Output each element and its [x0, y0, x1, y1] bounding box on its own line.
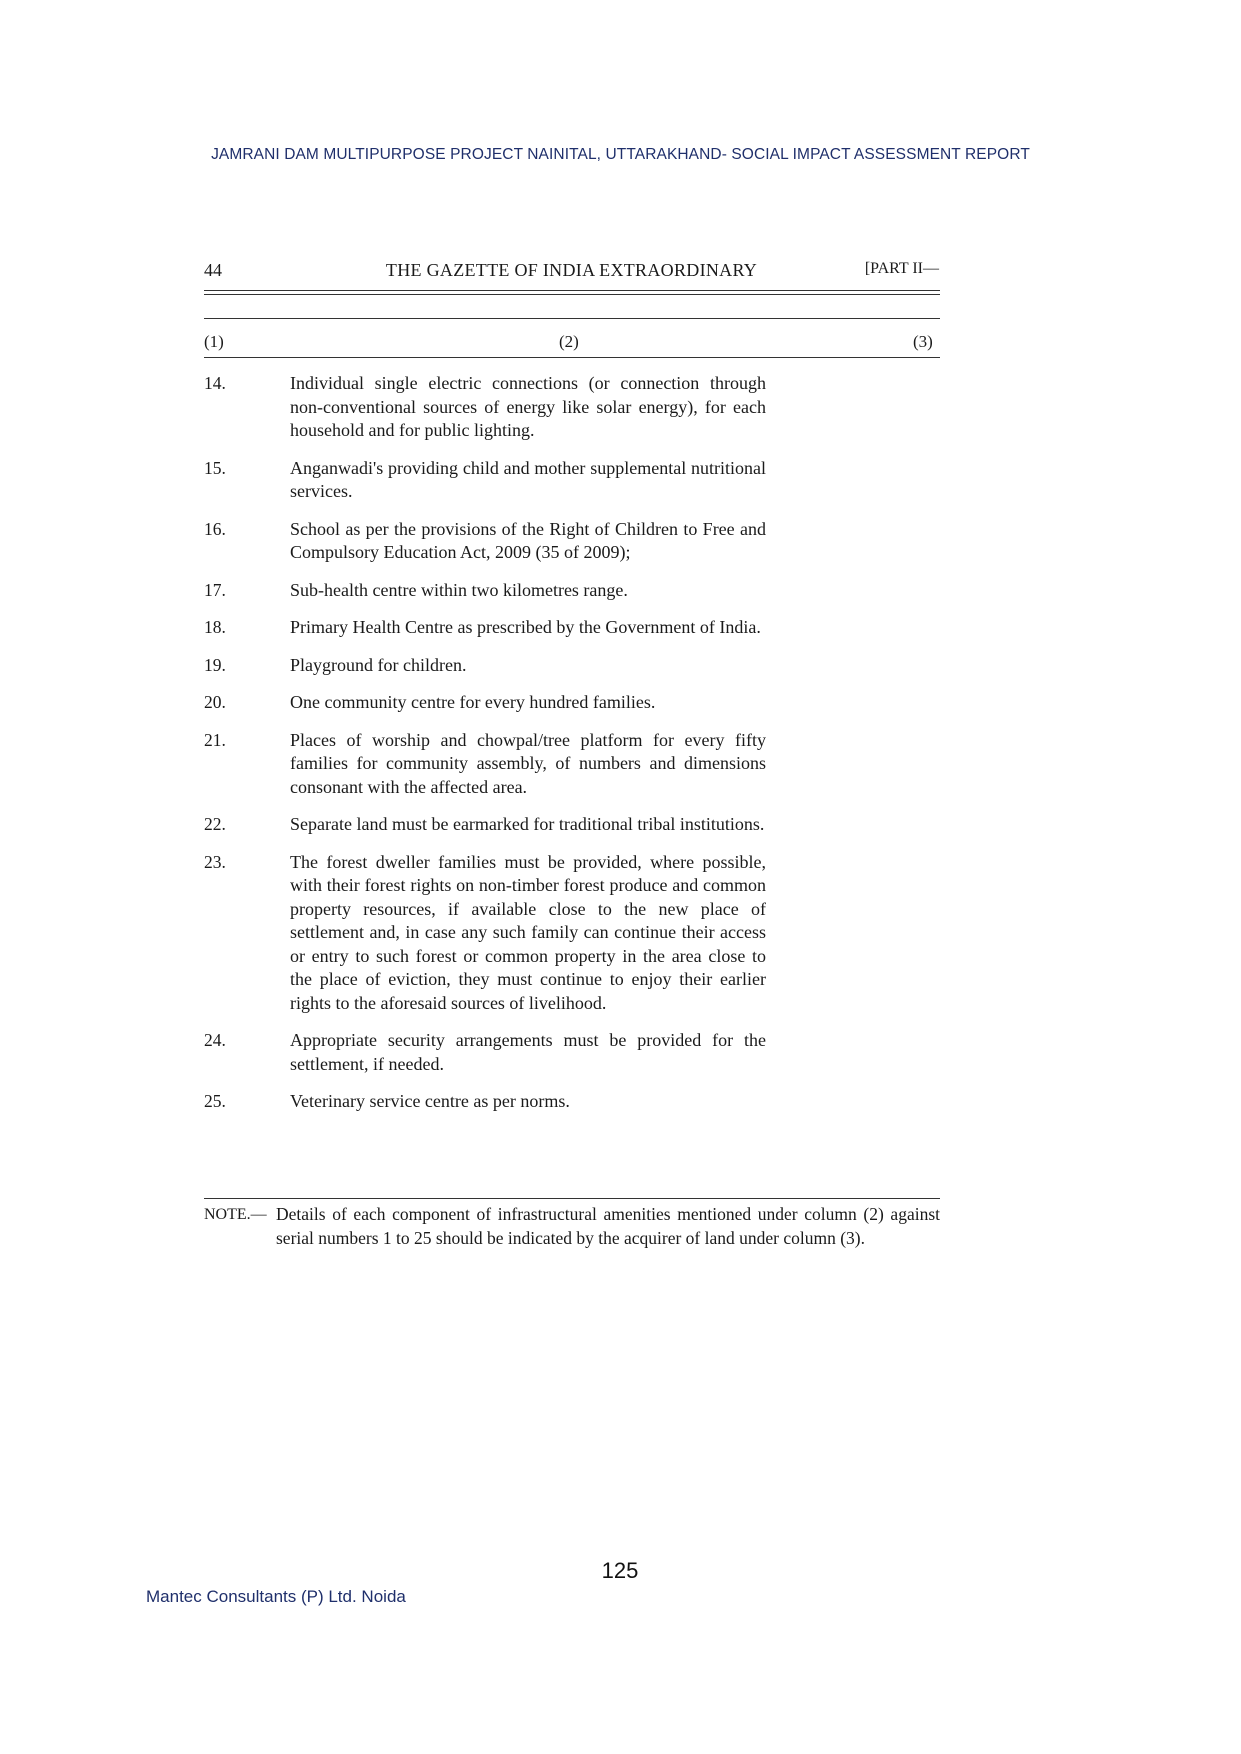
report-header: JAMRANI DAM MULTIPURPOSE PROJECT NAINITAL, UTTARAKHAND- SOCIAL IMPACT ASSESSMENT REPORT — [211, 146, 1030, 163]
serial-number: 24. — [204, 1030, 226, 1050]
table-top-rule — [204, 318, 940, 319]
serial-number: 23. — [204, 851, 226, 872]
list-item — [204, 691, 940, 715]
column-header-1: (1) — [204, 332, 224, 351]
serial-number: 17. — [204, 579, 226, 600]
serial-number: 18. — [204, 617, 226, 637]
serial-number: 20. — [204, 692, 226, 712]
column-header-3: (3) — [913, 332, 933, 351]
column-header-rule — [204, 357, 940, 358]
serial-number: 22. — [204, 814, 226, 834]
list-item — [204, 518, 940, 565]
page-number: 125 — [601, 1558, 639, 1583]
list-item — [204, 579, 940, 603]
gazette-title: THE GAZETTE OF INDIA EXTRAORDINARY — [385, 260, 758, 280]
column-header-2: (2) — [559, 332, 579, 351]
serial-number: 14. — [204, 373, 226, 393]
item-text: Primary Health Centre as prescribed by the Government of India. — [290, 617, 761, 637]
note-label: NOTE.— — [204, 1206, 267, 1223]
footer-company: Mantec Consultants (P) Ltd. Noida — [146, 1587, 406, 1606]
item-text: Appropriate security arrangements must be provided for the settlement, if needed. — [290, 1030, 766, 1074]
item-text: Sub-health centre within two kilometres range. — [290, 579, 628, 600]
list-item — [204, 372, 940, 443]
serial-number: 15. — [204, 457, 226, 478]
list-item — [204, 1029, 940, 1076]
serial-number: 21. — [204, 729, 226, 750]
gazette-part: [PART II— — [864, 260, 939, 277]
item-text: The forest dweller families must be provided, where possible, with their forest rights on non-timber forest produce and common property resources, if available close to the new place of settlement and, in case any such family can continue their access or entry to such forest or common property in the area close to the place of eviction, they must continue to enjoy their earlier rights to the aforesaid sources of livelihood. — [290, 851, 766, 1013]
item-text: Places of worship and chowpal/tree platform for every fifty families for community assembly, of numbers and dimensions consonant with the affected area. — [290, 729, 766, 797]
item-text: Anganwadi's providing child and mother supplemental nutritional services. — [290, 457, 766, 501]
item-text: Veterinary service centre as per norms. — [290, 1091, 570, 1111]
list-item — [204, 654, 940, 678]
list-item — [204, 729, 940, 800]
header-rule-top — [204, 290, 940, 291]
note-text: Details of each component of infrastructural amenities mentioned under column (2) against serial numbers 1 to 25 should be indicated by the acquirer of land under column (3). — [276, 1204, 940, 1248]
gazette-header — [204, 260, 939, 284]
item-text: School as per the provisions of the Right of Children to Free and Compulsory Education Act, 2009 (35 of 2009); — [290, 518, 766, 562]
list-item — [204, 813, 940, 837]
item-text: Individual single electric connections (or connection through non-conventional sources of energy like solar energy), for each household and for public lighting. — [290, 373, 766, 440]
serial-number: 19. — [204, 654, 226, 675]
item-text: One community centre for every hundred families. — [290, 692, 656, 712]
header-rule-bottom — [204, 294, 940, 295]
list-item — [204, 457, 940, 504]
list-item — [204, 851, 940, 1016]
amenities-list — [204, 372, 940, 1128]
table-note — [204, 1203, 940, 1250]
item-text: Separate land must be earmarked for traditional tribal institutions. — [290, 814, 765, 834]
table-bottom-rule — [204, 1198, 940, 1199]
item-text: Playground for children. — [290, 654, 467, 675]
serial-number: 25. — [204, 1091, 226, 1111]
gazette-scan — [186, 220, 976, 1350]
gazette-page-number: 44 — [204, 260, 222, 280]
list-item — [204, 616, 940, 640]
serial-number: 16. — [204, 518, 226, 539]
list-item — [204, 1090, 940, 1114]
